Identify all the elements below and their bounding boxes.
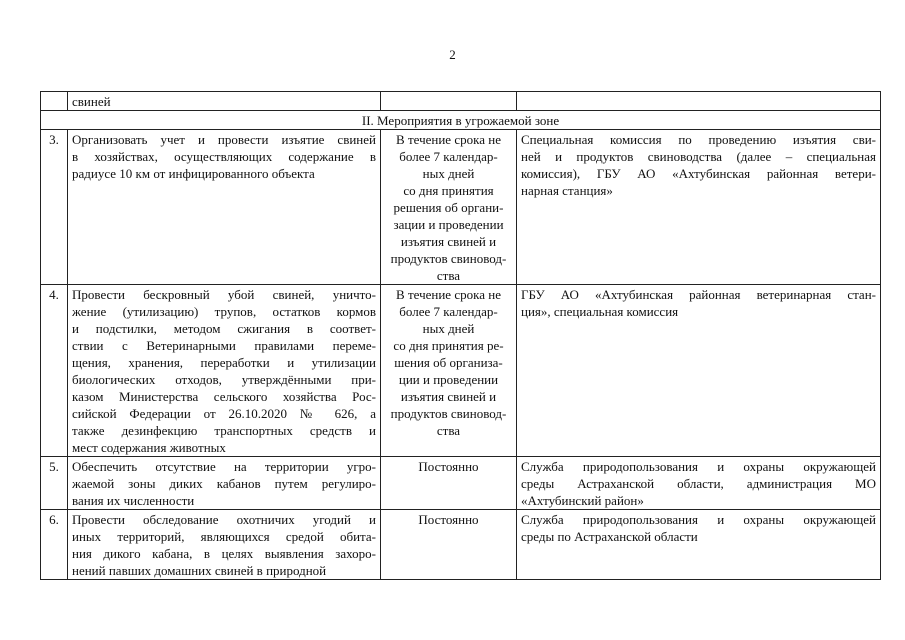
cell-text-line: радиусе 10 км от инфицированного объекта [72,166,315,181]
row-executor-cell [517,285,881,457]
cell-text-line: продуктов свиновод- [390,406,507,421]
cell-text-line: более 7 календар- [399,304,498,319]
cell-text-line: и подстилки, методом сжигания в соответ- [72,321,376,336]
row-description-cell: свиней [68,92,381,111]
row-executor-cell [517,130,881,285]
cell-text-line: нений павших домашних свиней в природной [72,563,327,578]
cell-text-line: Специальная комиссия по проведению изъятия сви- [521,132,876,147]
cell-text-line: в хозяйствах, осуществляющих содержание в [72,149,376,164]
cell-text-line: Служба природопользования и охраны окружающей [521,512,876,527]
cell-text-line: иных территорий, являющихся средой обита- [72,529,376,544]
page-number: 2 [449,47,456,62]
row-description-cell [68,510,381,580]
cell-text-line: среды по Астраханской области [521,529,698,544]
cell-text-line: ция», специальная комиссия [521,304,679,319]
section-header-row [41,111,881,130]
cell-text-line: казом Министерства сельского хозяйства Рос- [72,389,376,404]
row-number-cell: 6. [41,510,68,580]
table-row [41,285,881,457]
cell-text-line: среды Астраханской области, администрация МО [521,476,876,491]
cell-text-line: Постоянно [418,512,479,527]
cell-text-line: Служба природопользования и охраны окружающей [521,459,876,474]
cell-text-line: со дня принятия [403,183,494,198]
row-number-cell: 5. [41,457,68,510]
cell-text-line: В течение срока не [396,132,501,147]
row-executor-cell [517,457,881,510]
row-executor-cell [517,92,881,111]
cell-text-line: нарная станция» [521,183,613,198]
cell-text-line: Обеспечить отсутствие на территории угро- [72,459,376,474]
cell-text-line: вания их численности [72,493,195,508]
cell-text-line: Провести обследование охотничих угодий и [72,512,376,527]
cell-text-line: ния дикого кабана, в целях выявления захоро- [72,546,376,561]
cell-text-line: решения об органи- [393,200,504,215]
table-row [41,130,881,285]
cell-text-line: ней и продуктов свиноводства (далее – специальная [521,149,876,164]
cell-text-line: мест содержания животных [72,440,226,455]
table-row [41,457,881,510]
cell-text-line: зации и проведении [393,217,504,232]
cell-text-line: ных дней [422,321,475,336]
cell-text-line: ных дней [422,166,475,181]
row-number-cell: 3. [41,130,68,285]
cell-text-line: комиссия), ГБУ АО «Ахтубинская районная ветери- [521,166,876,181]
row-description-cell [68,285,381,457]
row-number-cell [41,92,68,111]
row-term-cell [381,510,517,580]
row-number-cell: 4. [41,285,68,457]
row-executor-cell [517,510,881,580]
row-term-cell [381,130,517,285]
cell-text-line: ства [436,268,461,283]
cell-text-line: изъятия свиней и [400,234,497,249]
cell-text-line: со дня принятия ре- [393,338,504,353]
section-title: II. Мероприятия в угрожаемой зоне [41,111,881,130]
row-term-cell [381,92,517,111]
cell-text-line: Провести бескровный убой свиней, уничто- [72,287,376,302]
cell-text-line: сийской Федерации от 26.10.2020 № 626, а [72,406,376,421]
cell-text-line: «Ахтубинский район» [521,493,644,508]
row-description-cell [68,457,381,510]
cell-text-line: жение (утилизацию) трупов, остатков кормов [72,304,376,319]
cell-text-line: ствии с Ветеринарными правилами переме- [72,338,376,353]
cell-text-line: ции и проведении [398,372,499,387]
cell-text-line: более 7 календар- [399,149,498,164]
cell-text-line: Организовать учет и провести изъятие свиней [72,132,376,147]
measures-table [40,91,881,580]
cell-text-line: ГБУ АО «Ахтубинская районная ветеринарная стан- [521,287,876,302]
cell-text-line: изъятия свиней и [400,389,497,404]
cell-text-line: В течение срока не [396,287,501,302]
row-description-cell [68,130,381,285]
row-term-cell [381,285,517,457]
cell-text-line: биологических отходов, утверждёнными при- [72,372,376,387]
cell-text-line: ства [436,423,461,438]
cell-text-line: продуктов свиновод- [390,251,507,266]
cell-text-line: жаемой зоны диких кабанов путем регулиро- [72,476,376,491]
cell-text-line: шения об организа- [394,355,503,370]
cell-text-line: Постоянно [418,459,479,474]
cell-text-line: щения, хранения, переработки и утилизации [72,355,376,370]
table-row-carryover [41,92,881,111]
table-row [41,510,881,580]
row-term-cell [381,457,517,510]
cell-text-line: также дезинфекцию транспортных средств и [72,423,376,438]
